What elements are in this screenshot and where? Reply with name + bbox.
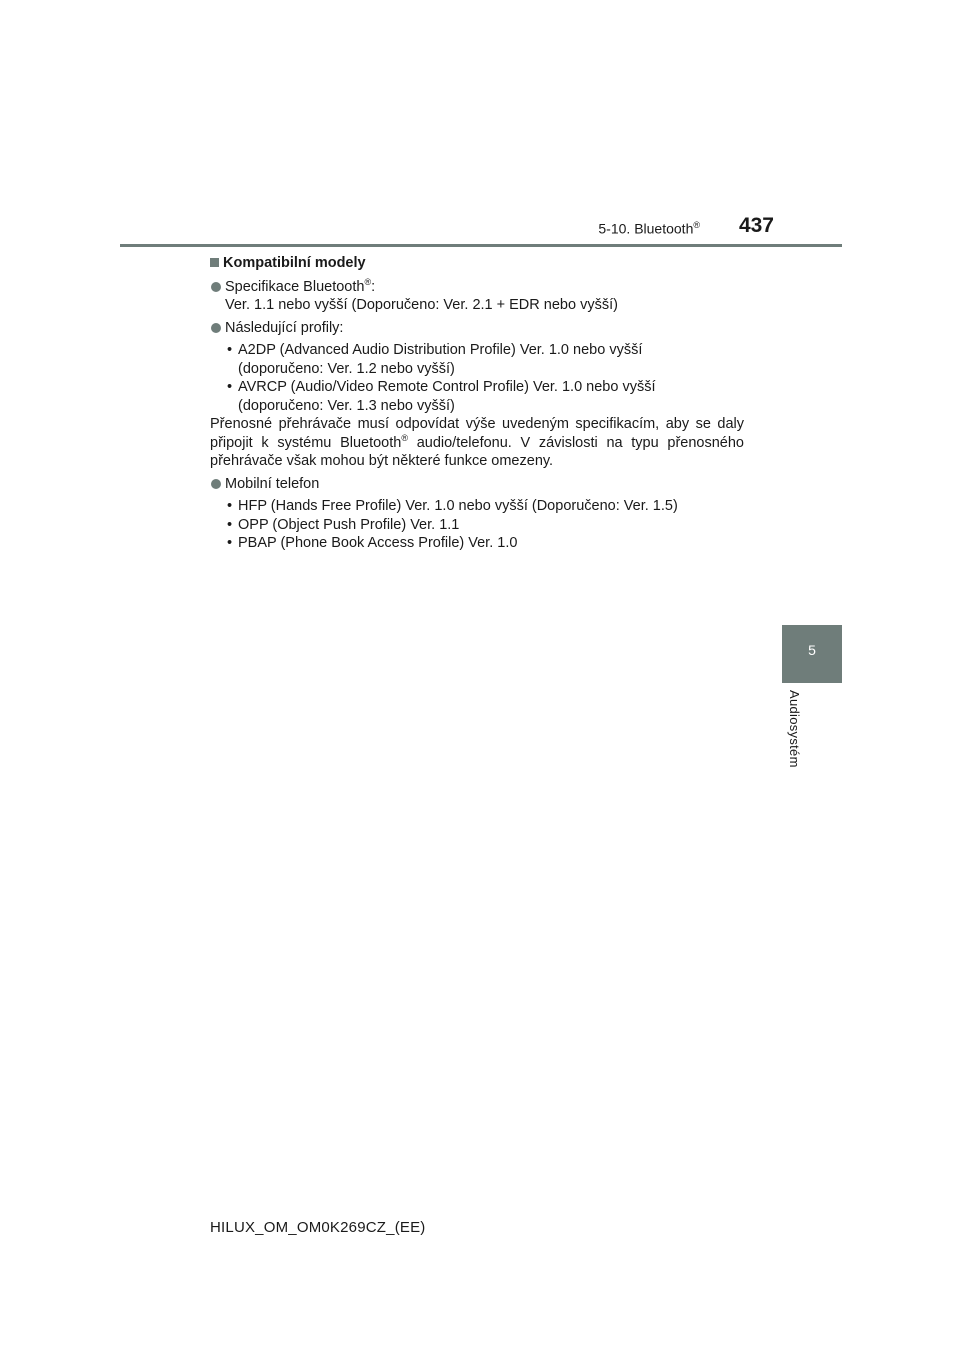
circle-bullet-icon	[211, 282, 221, 292]
page-content	[210, 254, 744, 553]
dot-marker: •	[227, 535, 233, 551]
bullet-text: Specifikace Bluetooth	[225, 278, 365, 295]
info-paragraph	[210, 415, 744, 471]
phone-profile-list	[210, 497, 744, 553]
square-bullet-icon	[210, 258, 219, 267]
bullet-text: Následující profily:	[225, 319, 344, 336]
list-item-line: (doporučeno: Ver. 1.2 nebo vyšší)	[238, 360, 455, 377]
document-code: HILUX_OM_OM0K269CZ_(EE)	[210, 1219, 426, 1236]
page-number: 437	[738, 214, 774, 237]
bullet-line	[225, 278, 744, 297]
list-item-line: PBAP (Phone Book Access Profile) Ver. 1.0	[238, 535, 518, 551]
chapter-label: Audiosystém	[787, 690, 802, 768]
bullet-bluetooth-spec	[210, 278, 744, 315]
section-heading	[210, 254, 744, 273]
list-item-line: AVRCP (Audio/Video Remote Control Profile) Ver. 1.0 nebo vyšší	[238, 379, 656, 395]
circle-bullet-icon	[211, 323, 221, 333]
section-title	[598, 220, 700, 237]
list-item	[210, 341, 744, 378]
section-title-text: 5-10. Bluetooth	[598, 220, 694, 237]
bullet-text: Mobilní telefon	[225, 475, 320, 492]
bullet-mobile-phone	[210, 475, 744, 494]
dot-marker: •	[227, 516, 233, 533]
dot-marker: •	[227, 342, 233, 358]
list-item	[210, 497, 744, 516]
dot-marker: •	[227, 498, 233, 514]
bullet-text-tail: :	[371, 278, 376, 295]
dot-marker: •	[227, 379, 233, 395]
list-item-line: OPP (Object Push Profile) Ver. 1.1	[238, 516, 460, 533]
section-heading-text: Kompatibilní modely	[223, 255, 366, 271]
registered-mark: ®	[401, 432, 408, 443]
chapter-tab	[782, 625, 842, 683]
registered-mark: ®	[364, 276, 372, 287]
paragraph-text: audio/telefonu. V závislosti na typu přenosného přehrávače však mohou být některé funkce omezeny.	[210, 434, 744, 469]
list-item	[210, 378, 744, 415]
bullet-profiles	[210, 319, 744, 338]
list-item-line: A2DP (Advanced Audio Distribution Profile) Ver. 1.0 nebo vyšší	[238, 342, 643, 358]
page-header	[120, 214, 842, 244]
list-item-line: (doporučeno: Ver. 1.3 nebo vyšší)	[238, 397, 455, 414]
bullet-line: Ver. 1.1 nebo vyšší (Doporučeno: Ver. 2.1 + EDR nebo vyšší)	[225, 297, 618, 313]
list-item	[210, 516, 744, 535]
registered-mark: ®	[693, 220, 700, 230]
profile-list	[210, 341, 744, 415]
list-item	[210, 534, 744, 553]
paragraph-text: Přenosné přehrávače musí odpovídat výše uvedeným specifikacím, aby se daly připojit k systému Bluetooth	[210, 416, 744, 451]
list-item-line: HFP (Hands Free Profile) Ver. 1.0 nebo vyšší (Doporučeno: Ver. 1.5)	[238, 498, 678, 514]
chapter-number: 5	[808, 642, 816, 658]
circle-bullet-icon	[211, 479, 221, 489]
header-divider	[120, 244, 842, 247]
